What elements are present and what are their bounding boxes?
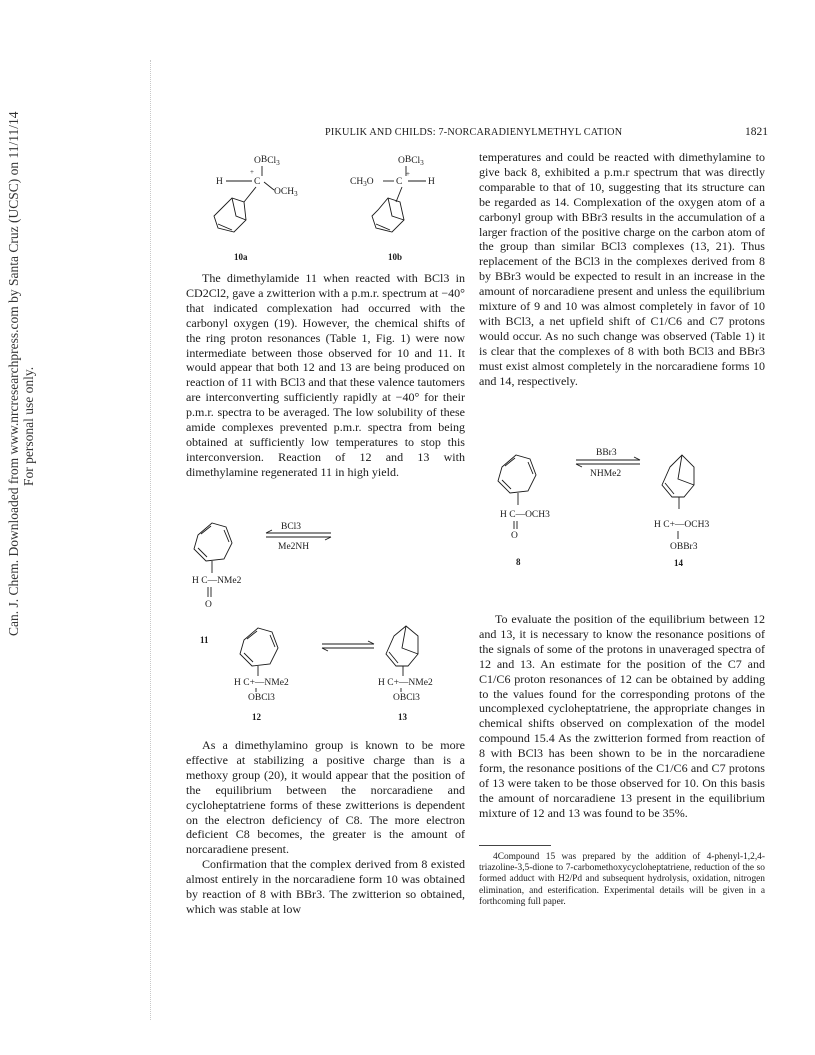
left-column-para-2 [186, 738, 465, 917]
structure-10a [214, 155, 298, 262]
svg-text:+: + [406, 170, 410, 178]
structures-12-13 [228, 622, 478, 722]
group-11: H C—NMe2 [192, 576, 242, 586]
structure-13 [378, 626, 433, 722]
label-10a: 10a [234, 252, 248, 262]
paragraph: As a dimethylamino group is known to be more effective at stabilizing a positive charge than is a methoxy group (20), it would appear that the position of the equilibrium between the norcaradiene and cycloheptatriene forms of these zwitterions is dependent on the electron deficiency of C8. The more electron deficient C8 becomes, the greater is the amount of norcaradiene present. [186, 738, 465, 857]
svg-text:C: C [396, 177, 403, 187]
paragraph: temperatures and could be reacted with dimethylamine to give back 8, exhibited a p.m.r spectrum that was directly comparable to that of 10, suggesting that its structure can be regarded as 14. Complexation of the oxygen atom of a carbonyl group with BBr3 results in the accumulation of a larger fraction of the positive charge on the carbon atom of the group than similar BCl3 complexes (13, 21). Thus replacement of the BCl3 in the complexes derived from 8 by BBr3 would be expected to result in an increase in the amount of norcaradiene present and unless the equilibrium mixture of 9 and 10 was almost completely in favor of 10 with BCl3, a net upfield shift of C1/C6 and C7 protons would occur. As no such change was observed (Table 1) it is clear that the complexes of 8 with both BCl3 and BBr3 must exist almost completely in the norcaradiene forms 10 and 14, respectively. [479, 150, 765, 388]
download-notice-line1: Can. J. Chem. Downloaded from www.nrcresearchpress.com by Santa Cruz (UCSC) on 11/11/14 [6, 111, 21, 636]
group-12: H C+—NMe2 [234, 678, 289, 688]
sub-14: OBBr3 [670, 542, 698, 552]
right-column-para-2 [479, 612, 765, 821]
download-notice [6, 111, 36, 636]
reagent-bcl3: BCl3 [281, 522, 302, 532]
structures-10a-10b [190, 150, 475, 270]
sub-12: OBCl3 [248, 693, 275, 703]
download-notice-line2: For personal use only. [21, 366, 36, 486]
reagent-bbr3: BBr3 [596, 448, 617, 458]
structure-10b [350, 155, 435, 262]
label-10b: 10b [388, 252, 403, 262]
left-column-para-1 [186, 271, 465, 480]
reagent-arrow-8 [576, 448, 640, 479]
svg-text:H: H [216, 177, 223, 187]
label-12: 12 [252, 712, 261, 722]
structure-12 [234, 628, 289, 722]
equilibrium-arrow [322, 641, 374, 651]
svg-text:H: H [428, 177, 435, 187]
sub-13: OBCl3 [393, 693, 420, 703]
running-title: PIKULIK AND CHILDS: 7-NORCARADIENYLMETHYL CATION [325, 127, 623, 138]
paragraph: The dimethylamide 11 when reacted with BCl3 in CD2Cl2, gave a zwitterion with a p.m.r. spectrum at −40° that indicated complexation had occurred with the carbonyl oxygen (19). However, the chemical shifts of the ring proton resonances (Table 1, Fig. 1) were now intermediate between those observed for 10 and 11. It would appear that both 12 and 13 are being produced on reaction of 11 with BCl3 and that these valence tautomers are interconverting sufficiently rapidly at −40° for their p.m.r. spectra to be averaged. The low solubility of these amide complexes prevented p.m.r. spectra from being obtained at sufficiently low temperatures to stop this interconversion. Reaction of 12 and 13 with dimethylamine regenerated 11 in high yield. [186, 271, 465, 479]
label-11: 11 [200, 635, 209, 645]
paragraph: To evaluate the position of the equilibrium between 12 and 13, it is necessary to know the resonance positions of the signals of some of the protons in unaveraged spectra of 12 and 13. An estimate for the position of the C7 and C1/C6 proton resonances of 12 can be obtained by adding to the values found for the corresponding protons of the uncomplexed cycloheptatriene, the appropriate changes in chemical shifts observed on complexation of the model compound 15.4 As the zwitterion formed from reaction of 8 with BCl3 has been shown to be in the norcaradiene form, the resonance positions of the C1/C6 and C7 protons of 13 were taken to be those observed for 10. On this basis the amount of norcaradiene 13 present in the equilibrium mixture of 12 and 13 was found to be 35%. [479, 612, 765, 820]
carbonyl-8: O [511, 531, 518, 541]
svg-text:C: C [254, 177, 261, 187]
svg-text:CH3O: $CH_3O$ [350, 177, 374, 188]
svg-text:OBCl3: OBCl$_3$ [254, 155, 280, 167]
reagent-arrow-11 [266, 522, 331, 552]
group-13: H C+—NMe2 [378, 678, 433, 688]
footnote-text: 4Compound 15 was prepared by the addition of 4-phenyl-1,2,4-triazoline-3,5-dione to 7-carbomethoxycycloheptatriene, reduction of the so formed adduct with H2/Pd and subsequent hydrolysis, oxidation, nitrogen elimination, and esterification. Experimental details will be given in a forthcoming full paper. [479, 852, 765, 907]
right-column-para-1 [479, 150, 765, 389]
structures-8-14 [490, 445, 760, 575]
label-8: 8 [516, 557, 521, 567]
reagent-me2nh: Me2NH [278, 542, 310, 552]
page-number: 1821 [745, 126, 768, 138]
group-8: H C—OCH3 [500, 510, 550, 520]
structure-8 [498, 455, 550, 567]
margin-mark [150, 60, 151, 1020]
carbonyl-11: O [205, 600, 212, 610]
label-13: 13 [398, 712, 407, 722]
footnote [479, 852, 765, 908]
svg-text:OBCl3: OBCl$_3$ [398, 155, 424, 167]
paragraph: Confirmation that the complex derived from 8 existed almost entirely in the norcaradiene form 10 was obtained by reaction of 8 with BBr3. The zwitterion so obtained, which was stable at low [186, 857, 465, 916]
footnote-rule [479, 845, 551, 846]
structure-14 [654, 455, 709, 568]
label-14: 14 [674, 558, 683, 568]
group-14: H C+—OCH3 [654, 520, 710, 530]
svg-text:+: + [250, 168, 254, 176]
svg-text:OCH3: $OCH_3$ [274, 187, 298, 198]
reagent-nhme2: NHMe2 [590, 469, 622, 479]
